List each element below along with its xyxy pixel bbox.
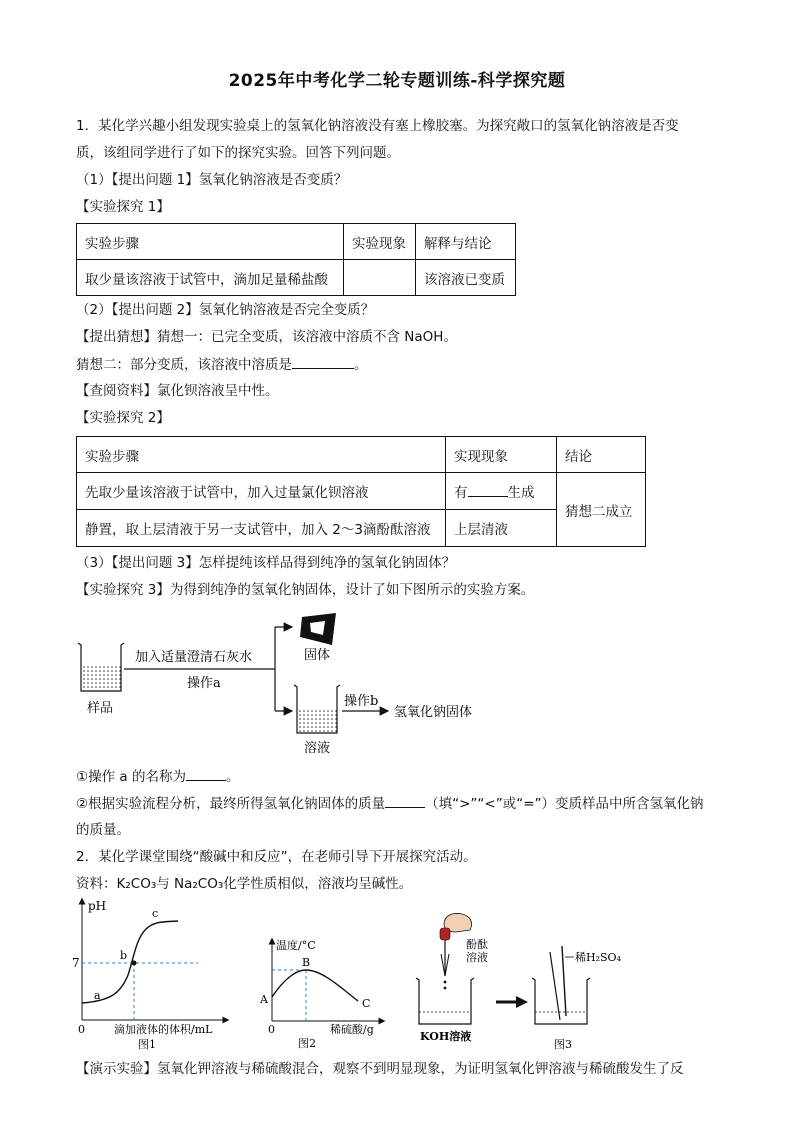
table2-header-phenomenon: 实现现象 — [446, 437, 557, 473]
q1-part3: （3）【提出问题 3】怎样提纯该样品得到纯净的氢氧化钠固体？ — [76, 555, 456, 571]
fig3-indicator-label-1: 酚酞 — [466, 938, 488, 951]
table2-row1-phenomenon — [446, 473, 557, 510]
table2-header-conclusion: 结论 — [557, 437, 646, 473]
answer-blank-solute[interactable] — [292, 354, 354, 369]
sub-a-text: ①操作 a 的名称为 — [76, 769, 186, 785]
table1-cell-phenomenon — [344, 260, 416, 296]
fig1-label-c: c — [152, 907, 159, 920]
fig1-label-a: a — [94, 989, 101, 1002]
fig3-koh-label: KOH溶液 — [420, 1030, 472, 1043]
flow-product-label: 氢氧化钠固体 — [394, 705, 473, 720]
table1-header-step: 实验步骤 — [77, 224, 344, 260]
fig1-tick-7: 7 — [72, 956, 80, 970]
table2-row1-step: 先取少量该溶液于试管中，加入过量氯化钡溶液 — [77, 473, 446, 510]
q1-info: 【查阅资料】氯化钡溶液呈中性。 — [76, 383, 279, 399]
fig1-point-b — [132, 961, 137, 966]
sub-b-text: ②根据实验流程分析，最终所得氢氧化钠固体的质量 — [76, 796, 386, 812]
experiment-table-2 — [76, 436, 646, 547]
fig1-xlabel: 滴加液体的体积/mL — [114, 1023, 213, 1036]
q1-exp2-label: 【实验探究 2】 — [76, 410, 170, 426]
page-title: 2025年中考化学二轮专题训练-科学探究题 — [228, 71, 566, 91]
flow-solid-label: 固体 — [304, 648, 331, 663]
flow-reagent-label: 加入适量澄清石灰水 — [135, 650, 253, 665]
flow-op-b-label: 操作b — [344, 694, 379, 709]
row1-obs-post: 生成 — [507, 485, 535, 501]
q1-sub-b — [76, 793, 704, 814]
fig1-origin: 0 — [78, 1023, 85, 1036]
fig2-xlabel: 稀硫酸/g — [330, 1023, 374, 1036]
table1-header-conclusion: 解释与结论 — [416, 224, 516, 260]
q1-guess2 — [76, 354, 368, 375]
flow-solution-label: 溶液 — [304, 741, 331, 756]
answer-blank-precipitate[interactable] — [468, 482, 508, 497]
fig2-origin: 0 — [268, 1023, 275, 1036]
fig2-ylabel: 温度/°C — [276, 939, 316, 952]
fig3-arrowhead — [516, 996, 528, 1008]
sub-a-end: 。 — [225, 769, 240, 785]
figure-2-temperature-curve — [258, 935, 388, 1053]
q1-intro-line-1: 1．某化学兴趣小组发现实验桌上的氢氧化钠溶液没有塞上橡胶塞。为探究敞口的氢氧化钠溶液是否变 — [76, 118, 679, 134]
fig2-label-b: B — [302, 956, 311, 969]
q1-sub-a — [76, 766, 239, 787]
answer-blank-compare[interactable] — [385, 793, 425, 808]
solution-beaker-icon — [294, 685, 340, 733]
flow-sample-label: 样品 — [87, 701, 114, 716]
fig3-acid-label: 稀H₂SO₄ — [575, 951, 621, 964]
experiment-table-1 — [76, 223, 516, 296]
guess2-text: 猜想二：部分变质，该溶液中溶质是 — [76, 357, 292, 373]
q2-intro: 2．某化学课堂围绕“酸碱中和反应”，在老师引导下开展探究活动。 — [76, 849, 477, 865]
drop-icon — [444, 981, 447, 984]
fig1-label-b: b — [120, 949, 128, 962]
q2-demo: 【演示实验】氢氧化钾溶液与稀硫酸混合，观察不到明显现象，为证明氢氧化钾溶液与稀硫酸发生了反 — [76, 1061, 684, 1077]
q1-part1: （1）【提出问题 1】氢氧化钠溶液是否变质？ — [76, 172, 348, 188]
table1-header-phenomenon: 实验现象 — [344, 224, 416, 260]
fig2-temperature-curve — [272, 970, 358, 1001]
sample-beaker-icon — [78, 643, 124, 691]
q1-exp1-label: 【实验探究 1】 — [76, 199, 170, 215]
figure-1-ph-curve — [68, 895, 238, 1055]
row1-obs-pre: 有 — [454, 485, 468, 501]
fig2-label-c: C — [362, 997, 371, 1010]
guess2-end: 。 — [354, 357, 368, 373]
q2-info: 资料：K₂CO₃与 Na₂CO₃化学性质相似，溶液均呈碱性。 — [76, 876, 413, 892]
fig1-caption: 图1 — [138, 1038, 156, 1051]
fig2-caption: 图2 — [298, 1037, 316, 1050]
fig3-indicator-label-2: 溶液 — [466, 951, 488, 964]
koh-beaker-icon — [416, 978, 474, 1024]
q1-guess1: 【提出猜想】猜想一：已完全变质，该溶液中溶质不含 NaOH。 — [76, 329, 457, 345]
q1-intro-line-2: 质，该组同学进行了如下的探究实验。回答下列问题。 — [76, 145, 400, 161]
answer-blank-op-a[interactable] — [186, 766, 226, 781]
sub-b-text-2: （填“>”“<”或“=”）变质样品中所含氢氧化钠 — [425, 796, 704, 812]
q1-sub-b-line-2: 的质量。 — [76, 822, 130, 838]
table2-row2-phenomenon: 上层清液 — [446, 510, 557, 547]
fig3-caption: 图3 — [554, 1038, 572, 1051]
q1-part2: （2）【提出问题 2】氢氧化钠溶液是否完全变质？ — [76, 302, 375, 318]
q1-exp3: 【实验探究 3】为得到纯净的氢氧化钠固体，设计了如下图所示的实验方案。 — [76, 582, 535, 598]
table2-row2-step: 静置，取上层清液于另一支试管中，加入 2～3滴酚酞溶液 — [77, 510, 446, 547]
purification-flow-diagram — [70, 605, 510, 757]
figure-3-experiment — [410, 902, 650, 1052]
fig2-label-a: A — [260, 993, 268, 1006]
table1-cell-step: 取少量该溶液于试管中，滴加足量稀盐酸 — [77, 260, 344, 296]
table2-header-step: 实验步骤 — [77, 437, 446, 473]
drop-icon — [444, 987, 447, 990]
table2-conclusion: 猜想二成立 — [557, 473, 646, 547]
flow-op-a-label: 操作a — [187, 676, 221, 691]
fig1-ylabel: pH — [88, 899, 107, 913]
solid-filter-paper-icon — [300, 613, 336, 645]
table1-cell-conclusion: 该溶液已变质 — [416, 260, 516, 296]
